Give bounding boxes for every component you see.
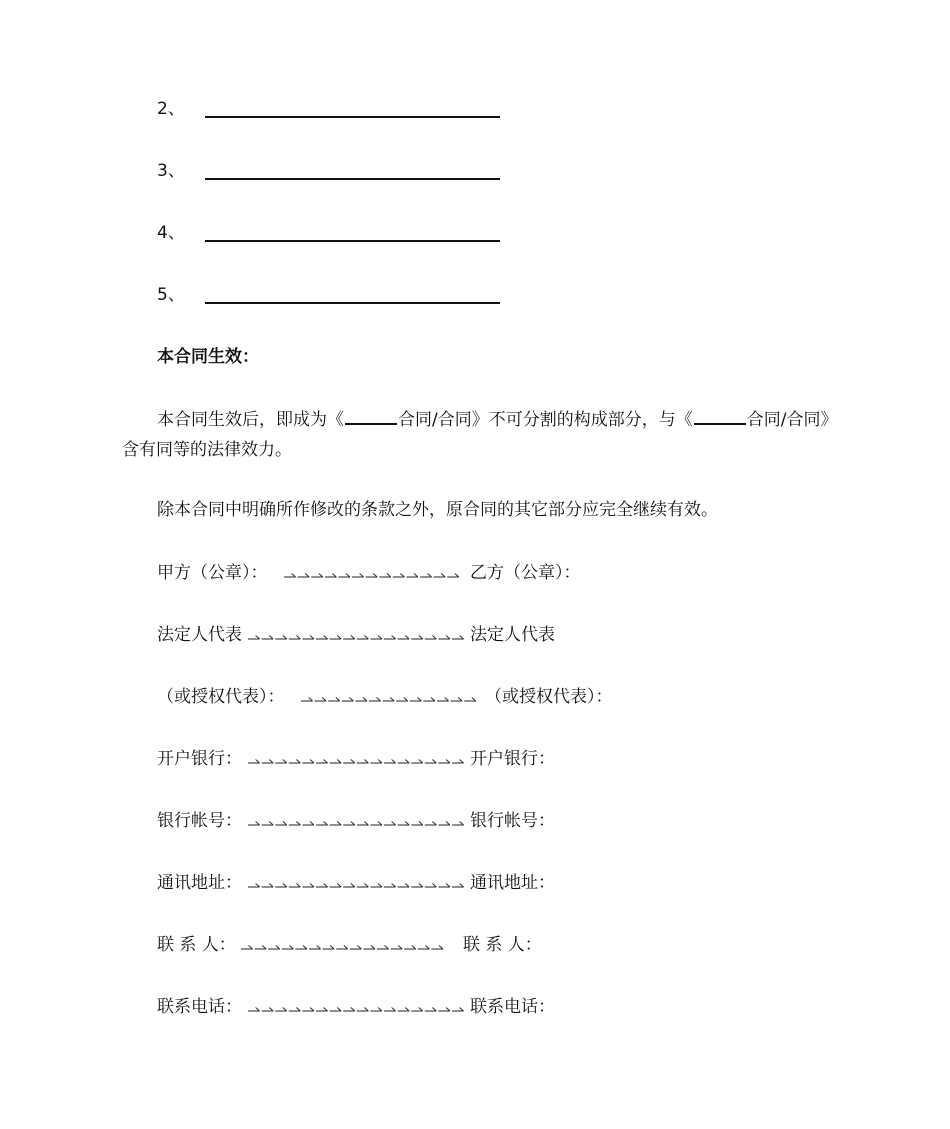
tab-arrow-icon: [262, 1008, 274, 1012]
tab-arrow-icon: [357, 1008, 369, 1012]
tab-arrow-icon: [370, 1008, 382, 1012]
tab-arrow-icon: [248, 822, 260, 826]
para1-text-b: 合同/合同》不可分割的构成部分，与《: [398, 410, 693, 430]
tab-arrow-icon: [302, 760, 314, 764]
tab-arrow-icon: [343, 884, 355, 888]
tab-arrow-icon: [302, 1008, 314, 1012]
tab-arrow-icon: [316, 884, 328, 888]
tab-arrow-icon: [316, 636, 328, 640]
tab-arrow-icon: [311, 574, 323, 578]
party-b-authorized-rep-label: （或授权代表）：: [485, 687, 613, 707]
tab-arrow-icon: [438, 1008, 450, 1012]
tab-leader-arrows: [247, 818, 465, 830]
tab-arrow-icon: [350, 946, 362, 950]
tab-arrow-icon: [434, 574, 446, 578]
tab-arrow-icon: [398, 636, 410, 640]
tab-arrow-icon: [302, 636, 314, 640]
tab-arrow-icon: [404, 946, 416, 950]
tab-arrow-icon: [275, 760, 287, 764]
party-a-address-label: 通讯地址：: [157, 873, 242, 893]
tab-arrow-icon: [452, 1008, 464, 1012]
tab-leader-arrows: [247, 880, 465, 892]
tab-leader-arrows: [247, 632, 465, 644]
fill-in-line: [205, 240, 500, 242]
tab-arrow-icon: [398, 884, 410, 888]
tab-arrow-icon: [393, 574, 405, 578]
tab-arrow-icon: [316, 1008, 328, 1012]
item-number: 5、: [157, 285, 185, 305]
tab-arrow-icon: [248, 636, 260, 640]
contract-name-blank-1: [345, 409, 397, 425]
tab-arrow-icon: [425, 822, 437, 826]
party-b-phone-label: 联系电话：: [470, 997, 555, 1017]
tab-arrow-icon: [370, 822, 382, 826]
tab-arrow-icon: [452, 822, 464, 826]
tab-arrow-icon: [316, 822, 328, 826]
tab-arrow-icon: [241, 946, 253, 950]
tab-arrow-icon: [411, 760, 423, 764]
tab-arrow-icon: [438, 760, 450, 764]
tab-arrow-icon: [255, 946, 267, 950]
tab-arrow-icon: [425, 884, 437, 888]
tab-arrow-icon: [330, 760, 342, 764]
tab-arrow-icon: [452, 760, 464, 764]
tab-arrow-icon: [284, 574, 296, 578]
tab-arrow-icon: [301, 698, 313, 702]
tab-arrow-icon: [411, 822, 423, 826]
tab-arrow-icon: [384, 760, 396, 764]
tab-arrow-icon: [464, 698, 476, 702]
tab-arrow-icon: [343, 636, 355, 640]
tab-arrow-icon: [248, 1008, 260, 1012]
tab-arrow-icon: [289, 636, 301, 640]
party-b-bank-label: 开户银行：: [470, 749, 555, 769]
tab-arrow-icon: [328, 698, 340, 702]
party-a-phone-label: 联系电话：: [157, 997, 242, 1017]
tab-arrow-icon: [355, 698, 367, 702]
tab-arrow-icon: [330, 1008, 342, 1012]
tab-arrow-icon: [357, 760, 369, 764]
tab-arrow-icon: [275, 1008, 287, 1012]
tab-arrow-icon: [411, 884, 423, 888]
tab-arrow-icon: [366, 574, 378, 578]
para1-text-a: 本合同生效后，即成为《: [157, 410, 344, 430]
tab-arrow-icon: [363, 946, 375, 950]
tab-arrow-icon: [410, 698, 422, 702]
tab-arrow-icon: [398, 760, 410, 764]
tab-arrow-icon: [437, 698, 449, 702]
tab-leader-arrows: [283, 570, 465, 582]
tab-arrow-icon: [377, 946, 389, 950]
tab-arrow-icon: [370, 760, 382, 764]
tab-arrow-icon: [343, 1008, 355, 1012]
fill-in-line: [205, 178, 500, 180]
tab-arrow-icon: [282, 946, 294, 950]
tab-arrow-icon: [262, 884, 274, 888]
tab-arrow-icon: [316, 760, 328, 764]
tab-arrow-icon: [438, 636, 450, 640]
effect-paragraph: [122, 405, 834, 465]
tab-arrow-icon: [425, 1008, 437, 1012]
party-a-bank-label: 开户银行：: [157, 749, 242, 769]
tab-arrow-icon: [343, 822, 355, 826]
tab-arrow-icon: [438, 822, 450, 826]
tab-leader-arrows: [240, 942, 457, 954]
party-b-address-label: 通讯地址：: [470, 873, 555, 893]
tab-arrow-icon: [262, 760, 274, 764]
party-b-account-label: 银行帐号：: [470, 811, 555, 831]
tab-arrow-icon: [384, 822, 396, 826]
tab-arrow-icon: [302, 884, 314, 888]
tab-arrow-icon: [298, 574, 310, 578]
tab-arrow-icon: [309, 946, 321, 950]
party-b-seal-label: 乙方（公章）：: [470, 563, 581, 583]
tab-arrow-icon: [411, 1008, 423, 1012]
tab-arrow-icon: [384, 636, 396, 640]
tab-arrow-icon: [384, 884, 396, 888]
tab-arrow-icon: [369, 698, 381, 702]
tab-arrow-icon: [289, 884, 301, 888]
fill-in-line: [205, 302, 500, 304]
tab-arrow-icon: [425, 636, 437, 640]
tab-arrow-icon: [248, 884, 260, 888]
tab-arrow-icon: [447, 574, 459, 578]
item-number: 4、: [157, 223, 185, 243]
tab-arrow-icon: [418, 946, 430, 950]
tab-arrow-icon: [357, 884, 369, 888]
tab-arrow-icon: [289, 760, 301, 764]
tab-arrow-icon: [289, 822, 301, 826]
validity-paragraph: 除本合同中明确所作修改的条款之外，原合同的其它部分应完全继续有效。: [157, 500, 718, 520]
tab-arrow-icon: [423, 698, 435, 702]
tab-arrow-icon: [420, 574, 432, 578]
tab-arrow-icon: [398, 1008, 410, 1012]
tab-arrow-icon: [289, 1008, 301, 1012]
tab-arrow-icon: [275, 822, 287, 826]
tab-arrow-icon: [425, 760, 437, 764]
tab-arrow-icon: [396, 698, 408, 702]
tab-arrow-icon: [383, 698, 395, 702]
section-heading: 本合同生效：: [157, 347, 259, 367]
party-b-contact-label: 联 系 人：: [463, 935, 542, 955]
tab-arrow-icon: [357, 822, 369, 826]
tab-arrow-icon: [315, 698, 327, 702]
party-a-legal-rep-label: 法定人代表: [157, 625, 242, 645]
tab-arrow-icon: [330, 822, 342, 826]
party-a-contact-label: 联 系 人：: [157, 935, 236, 955]
tab-arrow-icon: [357, 636, 369, 640]
tab-leader-arrows: [300, 694, 483, 706]
tab-arrow-icon: [411, 636, 423, 640]
tab-arrow-icon: [406, 574, 418, 578]
tab-arrow-icon: [379, 574, 391, 578]
tab-arrow-icon: [438, 884, 450, 888]
tab-arrow-icon: [268, 946, 280, 950]
contract-name-blank-2: [694, 409, 746, 425]
tab-arrow-icon: [262, 636, 274, 640]
tab-arrow-icon: [370, 636, 382, 640]
tab-arrow-icon: [330, 636, 342, 640]
tab-arrow-icon: [391, 946, 403, 950]
tab-arrow-icon: [451, 698, 463, 702]
para1-text-c: 合同/合同》含有同等的法律效力。: [122, 410, 829, 460]
fill-in-line: [205, 116, 500, 118]
party-a-account-label: 银行帐号：: [157, 811, 242, 831]
tab-arrow-icon: [336, 946, 348, 950]
tab-arrow-icon: [398, 822, 410, 826]
tab-arrow-icon: [330, 884, 342, 888]
tab-arrow-icon: [248, 760, 260, 764]
party-a-authorized-rep-label: （或授权代表）：: [157, 687, 285, 707]
item-number: 2、: [157, 99, 185, 119]
tab-arrow-icon: [342, 698, 354, 702]
tab-arrow-icon: [275, 636, 287, 640]
tab-arrow-icon: [343, 760, 355, 764]
tab-arrow-icon: [338, 574, 350, 578]
party-b-legal-rep-label: 法定人代表: [470, 625, 555, 645]
tab-arrow-icon: [325, 574, 337, 578]
tab-arrow-icon: [302, 822, 314, 826]
tab-arrow-icon: [275, 884, 287, 888]
tab-arrow-icon: [370, 884, 382, 888]
tab-arrow-icon: [323, 946, 335, 950]
tab-arrow-icon: [431, 946, 443, 950]
tab-arrow-icon: [262, 822, 274, 826]
tab-arrow-icon: [384, 1008, 396, 1012]
tab-arrow-icon: [452, 884, 464, 888]
item-number: 3、: [157, 161, 185, 181]
party-a-seal-label: 甲方（公章）：: [157, 563, 268, 583]
tab-arrow-icon: [295, 946, 307, 950]
tab-arrow-icon: [352, 574, 364, 578]
tab-arrow-icon: [452, 636, 464, 640]
tab-leader-arrows: [247, 1004, 465, 1016]
tab-leader-arrows: [247, 756, 465, 768]
